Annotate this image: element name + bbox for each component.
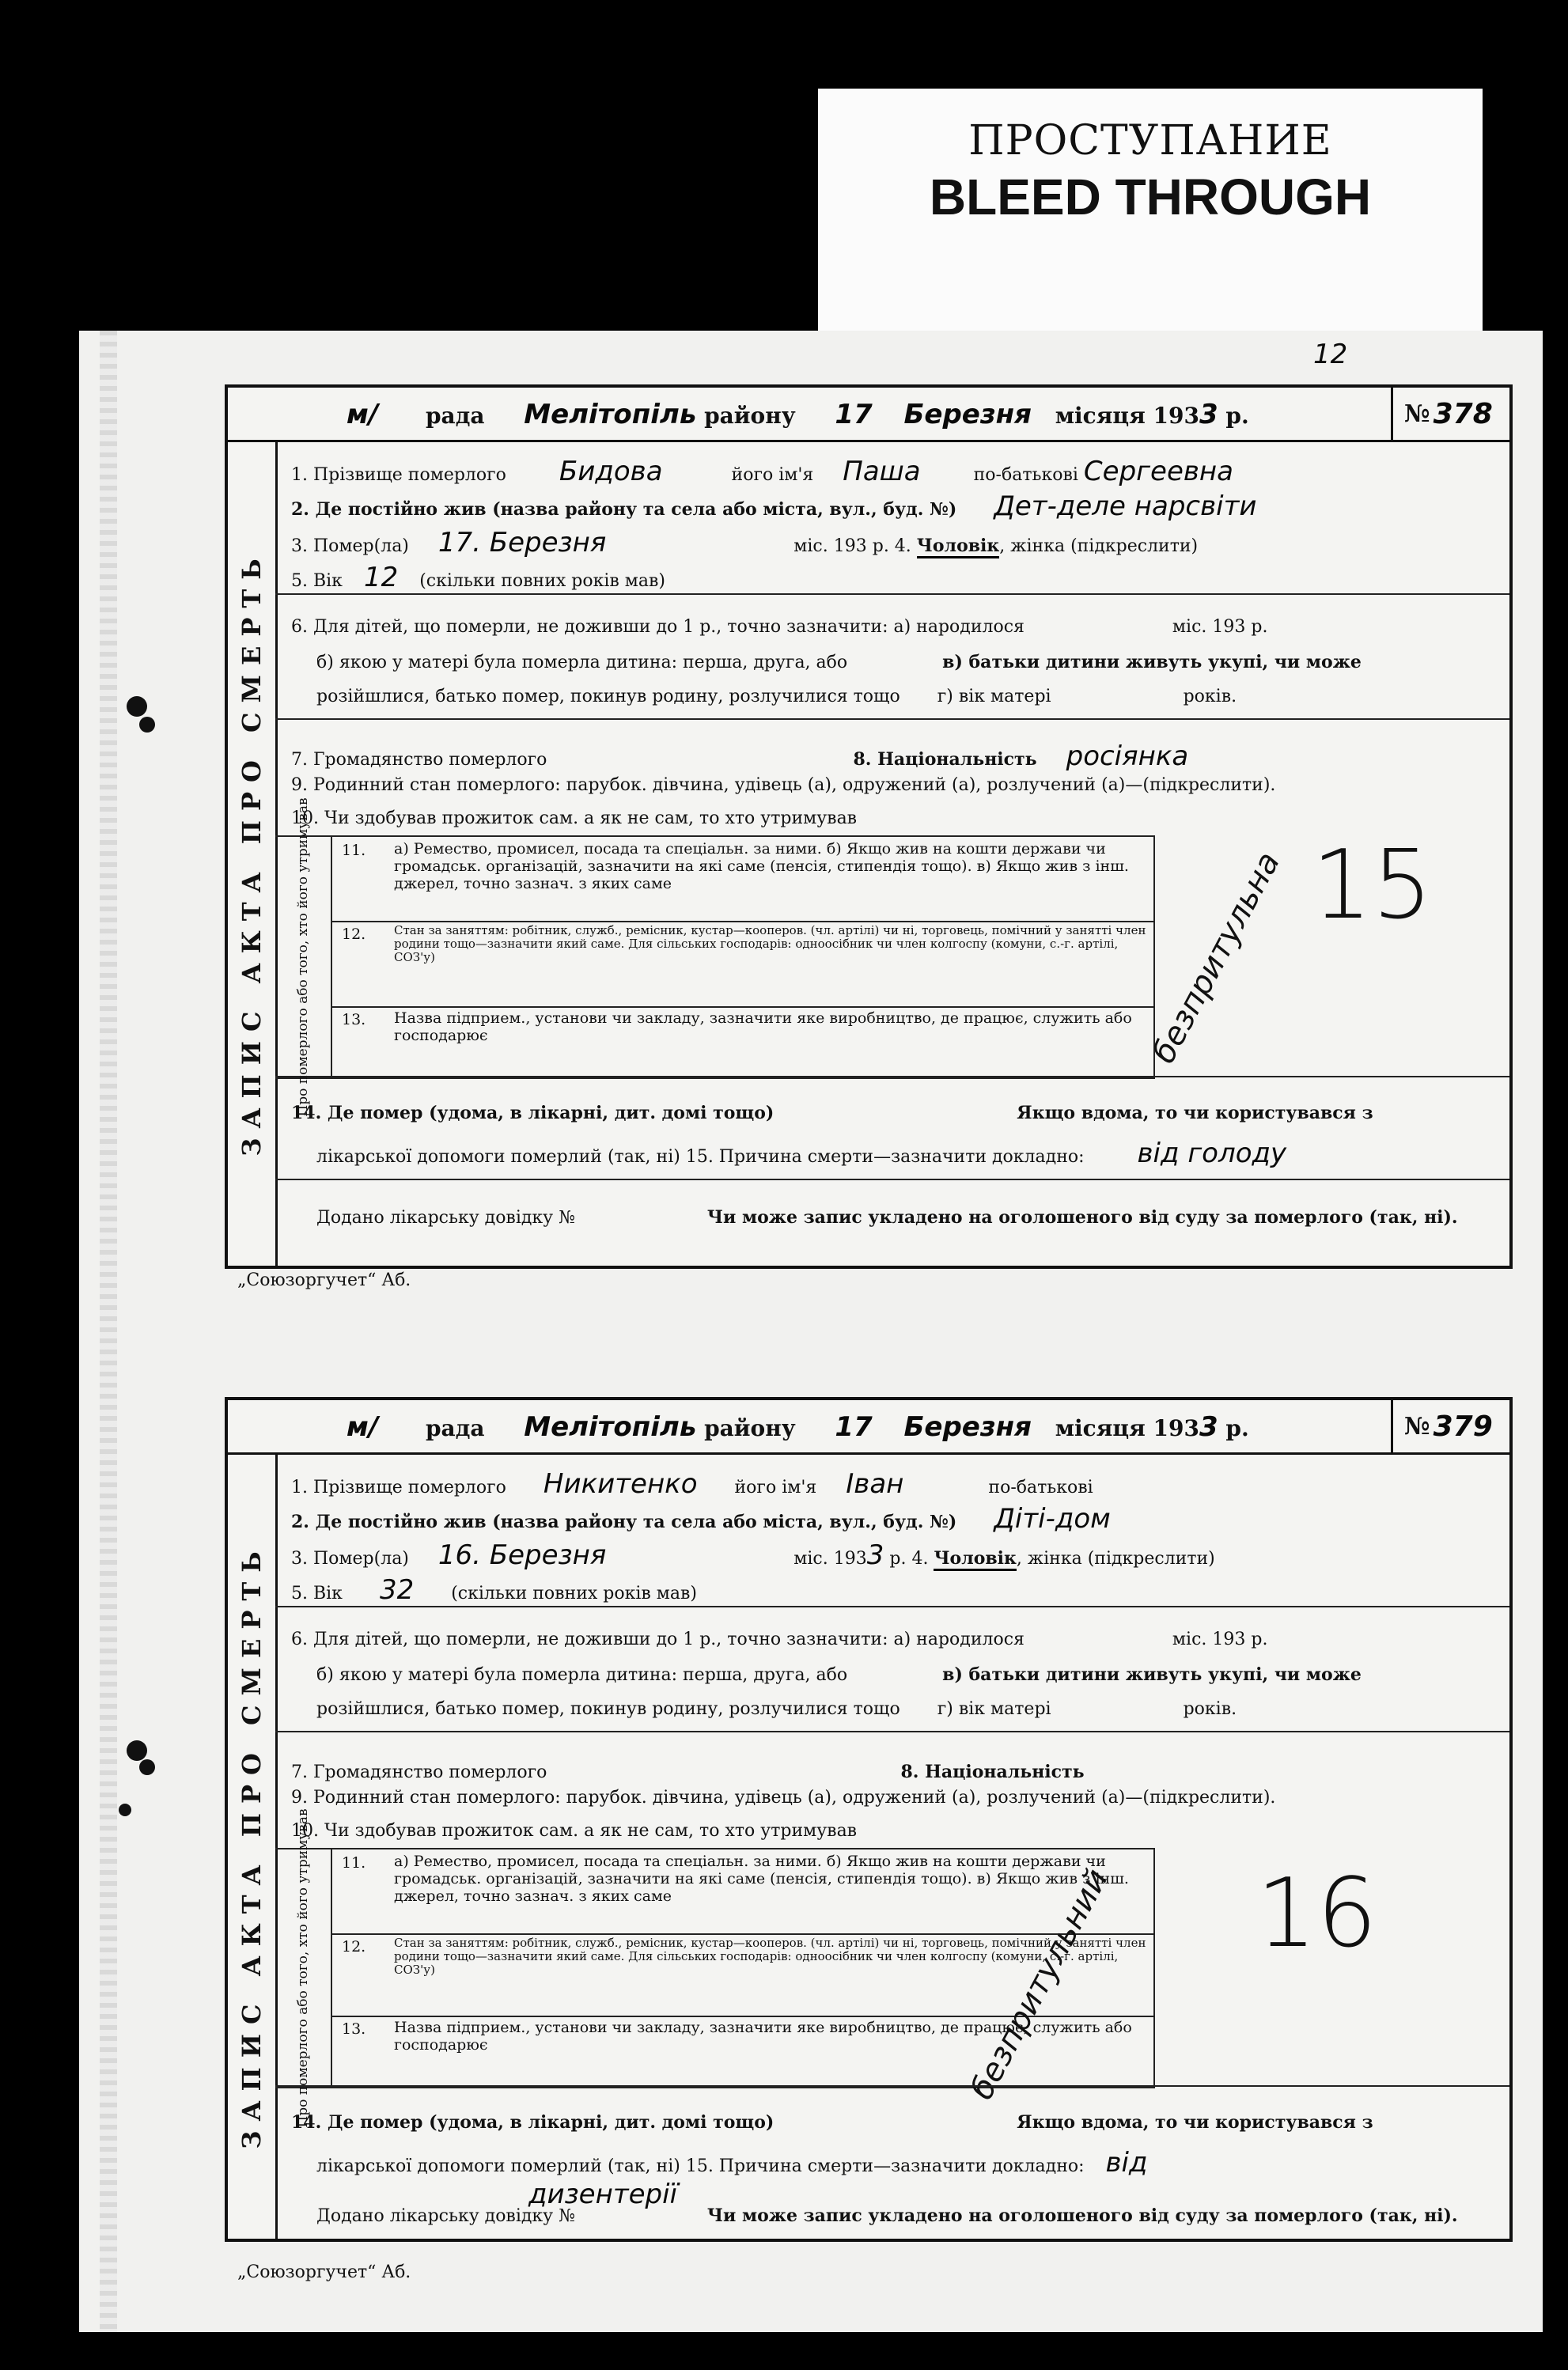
parents-together-label: в) батьки дитини живуть укупі, чи може	[942, 1664, 1362, 1685]
council-prefix: м/	[347, 1411, 379, 1443]
record-number-box	[1391, 1400, 1509, 1452]
place-of-death-label: 14. Де помер (удома, в лікарні, дит. домі тощо)	[291, 1103, 775, 1123]
patronymic-label: по-батькові	[988, 1478, 1093, 1497]
patronymic-value: Сергеевна	[1083, 456, 1233, 487]
occupation-side-label-box	[275, 1808, 332, 2128]
child-order-label: б) якою у матері була померла дитина: перша, друга, або	[316, 1665, 848, 1685]
number-label: №	[1404, 399, 1430, 428]
age-value: 12	[363, 562, 399, 593]
name-value: Іван	[846, 1468, 904, 1500]
occupation-row-11	[331, 1849, 1153, 1935]
council-prefix: м/	[347, 399, 379, 430]
sex-male-underlined: Чоловік	[934, 1548, 1016, 1571]
home-help-label: Якщо вдома, то чи користувався з	[1017, 1103, 1373, 1123]
row-number: 13.	[342, 2020, 366, 2038]
month-label: місяця 193	[1055, 1415, 1199, 1441]
died-value: 17. Березня	[437, 527, 607, 558]
surname-value: Никитенко	[543, 1468, 698, 1500]
side-title-column	[228, 440, 278, 1266]
occupation-row-12	[331, 921, 1153, 1008]
label-russian: ПРОСТУПАНИЕ	[968, 117, 1332, 165]
sex-female-label: , жінка (підкреслити)	[1016, 1549, 1215, 1569]
death-record-form-2	[225, 1397, 1513, 2242]
year-label: р.	[1225, 403, 1249, 429]
record-number: 379	[1433, 1410, 1493, 1443]
punch-hole	[139, 717, 155, 733]
page-number: 12	[1313, 339, 1348, 370]
cause-value: від	[1105, 2147, 1148, 2179]
label-english: BLEED THROUGH	[929, 168, 1372, 225]
occupation-side-label-box	[275, 797, 332, 1117]
nationality-label: 8. Національність	[900, 1762, 1085, 1782]
patronymic-label: по-батькові	[973, 465, 1078, 485]
supported-by-label: 10. Чи здобував прожиток сам. а як не сам, то хто утримував	[291, 808, 858, 828]
years-label: років.	[1183, 1699, 1237, 1719]
surname-label: 1. Прізвище померлого	[291, 1478, 506, 1497]
name-label: його ім'я	[734, 1478, 817, 1497]
record-day: 17	[835, 1411, 873, 1443]
name-label: його ім'я	[731, 465, 814, 485]
died-label: 3. Помер(ла)	[291, 536, 409, 556]
occupation-code: 15	[1312, 831, 1433, 941]
years-label: років.	[1183, 687, 1237, 706]
occupation-side-label: Про померлого або того, хто його утримував	[295, 1808, 311, 2128]
age-value: 32	[379, 1574, 415, 1606]
record-month: Березня	[903, 1411, 1032, 1443]
council-name: Мелітопіль	[524, 399, 697, 430]
council-name: Мелітопіль	[524, 1411, 697, 1443]
occupation-code: 16	[1256, 1859, 1377, 1969]
parents-separated-label: розійшлися, батько помер, покинув родину, розлучилися тощо	[316, 687, 900, 706]
sex-male-underlined: Чоловік	[917, 536, 999, 558]
child-born-label: 6. Для дітей, що померли, не доживши до 1 р., точно зазначити: а) народилося	[291, 1630, 1025, 1649]
punch-hole	[119, 1804, 131, 1816]
death-record-form-1	[225, 384, 1513, 1269]
cause-value-continued: дизентерії	[528, 2179, 678, 2210]
side-title: ЗАПИС АКТА ПРО СМЕРТЬ	[237, 1542, 267, 2149]
rayon-label: району	[704, 403, 796, 429]
child-order-label: б) якою у матері була померла дитина: перша, друга, або	[316, 653, 848, 672]
residence-label: 2. Де постійно жив (назва району та села або міста, вул., буд. №)	[291, 499, 957, 520]
place-of-death-label: 14. Де помер (удома, в лікарні, дит. домі тощо)	[291, 2112, 775, 2133]
punch-hole	[139, 1759, 155, 1775]
parents-separated-label: розійшлися, батько помер, покинув родину, розлучилися тощо	[316, 1699, 900, 1719]
sex-female-label: , жінка (підкреслити)	[999, 536, 1199, 556]
row-text: а) Ремество, промисел, посада та спеціальн. за ними. б) Якщо жив на кошти держави чи громадськ. організацій, зазначити на які саме (пенсія, стипендія тощо). в) Якщо жив з інш. джерел, точно зазнач. з яких саме	[394, 1853, 1129, 1905]
row-number: 12.	[342, 926, 366, 943]
court-record-label: Чи може запис укладено на оголошеного від суду за померлого (так, ні).	[706, 2205, 1458, 2226]
mother-age-label: г) вік матері	[937, 1699, 1051, 1719]
rayon-label: району	[704, 1415, 796, 1441]
row-number: 11.	[342, 1854, 366, 1872]
record-day: 17	[835, 399, 873, 430]
marital-status-label: 9. Родинний стан померлого: парубок. дівчина, удівець (а), одружений (а), розлучений (а)—(підкреслити).	[291, 775, 1276, 795]
died-year-digit: 3	[866, 1539, 884, 1571]
surname-label: 1. Прізвище померлого	[291, 465, 506, 485]
row-text: а) Ремество, промисел, посада та спеціальн. за ними. б) Якщо жив на кошти держави чи громадськ. організацій, зазначити на які саме (пенсія, стипендія тощо). в) Якщо жив з інш. джерел, точно зазнач. з яких саме	[394, 840, 1129, 892]
footer-mark-2: „Союзоргучет“ Аб.	[237, 2262, 411, 2282]
age-label: 5. Вік	[291, 1584, 343, 1603]
surname-value: Бидова	[559, 456, 663, 487]
record-month: Березня	[903, 399, 1032, 430]
footer-mark-1: „Союзоргучет“ Аб.	[237, 1270, 411, 1290]
cause-label: лікарської допомоги померлий (так, ні) 15. Причина смерти—зазначити докладно:	[316, 1147, 1085, 1167]
cause-value: від голоду	[1137, 1138, 1287, 1169]
age-label: 5. Вік	[291, 571, 343, 591]
citizenship-label: 7. Громадянство померлого	[291, 750, 547, 770]
record-year-digit: 3	[1199, 399, 1218, 430]
residence-value: Діті-дом	[994, 1503, 1111, 1535]
side-title: ЗАПИС АКТА ПРО СМЕРТЬ	[237, 549, 267, 1157]
occupation-row-11	[331, 837, 1153, 922]
form-header	[228, 388, 1509, 442]
died-value: 16. Березня	[437, 1539, 607, 1571]
rada-label: рада	[425, 403, 485, 429]
occupation-value: безпритульна	[1146, 846, 1288, 1070]
certificate-label: Додано лікарську довідку №	[316, 2206, 575, 2226]
row-text: Стан за заняттям: робітник, служб., ремісник, кустар—кооперов. (чл. артілі) чи ні, торговець, помічний у занятті член родини тощо—зазначити який саме. Для сільських господарів: одноосібник чи член колгоспу (комуни, с.-г. артілі, СОЗ'у)	[394, 1936, 1146, 1977]
died-month-label: міс. 193	[793, 536, 867, 556]
residence-label: 2. Де постійно жив (назва району та села або міста, вул., буд. №)	[291, 1512, 957, 1532]
occupation-row-13	[331, 1006, 1153, 1077]
occupation-value: безпритульний	[964, 1863, 1115, 2106]
supported-by-label: 10. Чи здобував прожиток сам. а як не сам, то хто утримував	[291, 1821, 858, 1841]
marital-status-label: 9. Родинний стан померлого: парубок. дівчина, удівець (а), одружений (а), розлучений (а)—(підкреслити).	[291, 1788, 1276, 1808]
row-number: 11.	[342, 842, 366, 859]
sex-num: р. 4.	[889, 1549, 929, 1569]
bleed-through-label	[818, 89, 1483, 342]
residence-value: Дет-деле нарсвіти	[994, 490, 1257, 522]
mother-age-label: г) вік матері	[937, 687, 1051, 706]
nationality-label: 8. Національність	[853, 749, 1037, 770]
parents-together-label: в) батьки дитини живуть укупі, чи може	[942, 652, 1362, 672]
side-title-column	[228, 1452, 278, 2239]
record-number: 378	[1433, 397, 1493, 430]
number-label: №	[1404, 1412, 1430, 1441]
died-label: 3. Помер(ла)	[291, 1549, 409, 1569]
citizenship-label: 7. Громадянство померлого	[291, 1762, 547, 1782]
row-text: Назва підприем., установи чи закладу, зазначити яке виробництво, де працює, служить або господарює	[394, 1009, 1132, 1044]
row-number: 12.	[342, 1938, 366, 1955]
rada-label: рада	[425, 1415, 485, 1441]
sex-num: р. 4.	[872, 536, 911, 556]
punch-hole	[127, 1740, 147, 1761]
home-help-label: Якщо вдома, то чи користувався з	[1017, 2112, 1373, 2133]
binding-edge	[100, 331, 117, 2332]
punch-hole	[127, 696, 147, 717]
cause-label: лікарської допомоги померлий (так, ні) 15. Причина смерти—зазначити докладно:	[316, 2156, 1085, 2176]
age-note: (скільки повних років мав)	[419, 571, 665, 591]
court-record-label: Чи може запис укладено на оголошеного від суду за померлого (так, ні).	[706, 1207, 1458, 1228]
record-year-digit: 3	[1199, 1411, 1218, 1443]
certificate-label: Додано лікарську довідку №	[316, 1208, 575, 1228]
row-number: 13.	[342, 1011, 366, 1028]
occupation-side-label: Про померлого або того, хто його утримував	[295, 797, 311, 1117]
record-number-box	[1391, 388, 1509, 440]
child-born-label: 6. Для дітей, що померли, не доживши до 1 р., точно зазначити: а) народилося	[291, 617, 1025, 637]
month-label: місяця 193	[1055, 403, 1199, 429]
nationality-value: росіянка	[1066, 740, 1189, 772]
died-month-label: міс. 193	[793, 1549, 867, 1569]
form-header	[228, 1400, 1509, 1455]
year-label: р.	[1225, 1415, 1249, 1441]
age-note: (скільки повних років мав)	[451, 1584, 697, 1603]
row-text: Назва підприем., установи чи закладу, зазначити яке виробництво, де працює, служить або господарює	[394, 2019, 1132, 2054]
row-text: Стан за заняттям: робітник, служб., ремісник, кустар—кооперов. (чл. артілі) чи ні, торговець, помічний у занятті член родини тощо—зазначити який саме. Для сільських господарів: одноосібник чи член колгоспу (комуни, с.-г. артілі, СОЗ'у)	[394, 923, 1146, 964]
child-born-month: міс. 193 р.	[1172, 1630, 1268, 1649]
child-born-month: міс. 193 р.	[1172, 617, 1268, 637]
name-value: Паша	[843, 456, 921, 487]
